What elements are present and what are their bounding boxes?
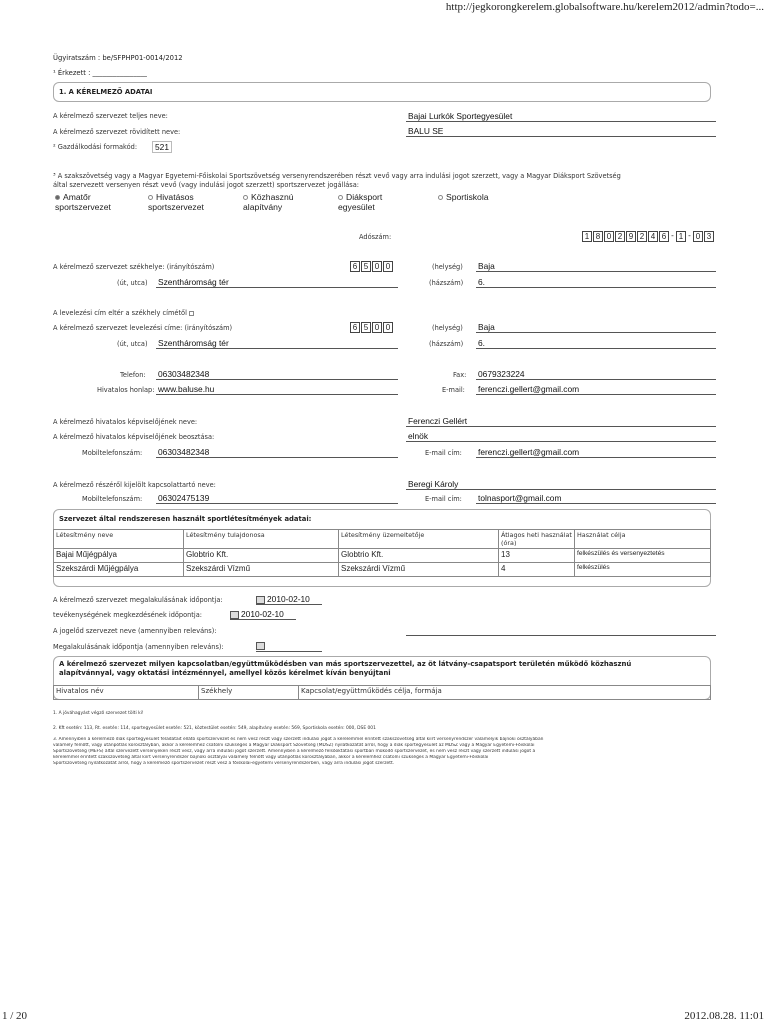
contact-email-field[interactable]: tolnasport@gmail.com: [476, 493, 716, 504]
mail-zip-field[interactable]: 6 5 0 0: [350, 322, 394, 333]
contact-email-label: E-mail cím:: [425, 495, 462, 503]
table-row: [54, 549, 711, 563]
table-header-cell: Átlagos heti használat (óra): [499, 530, 575, 549]
radio-icon[interactable]: [243, 195, 248, 200]
rep-email-label: E-mail cím:: [425, 449, 462, 457]
rep-title-label: A kérelmező hivatalos képviselőjének beosztása:: [53, 433, 215, 441]
radio-icon[interactable]: [338, 195, 343, 200]
rep-email-field[interactable]: ferenczi.gellert@gmail.com: [476, 447, 716, 458]
calendar-icon[interactable]: [230, 611, 239, 619]
facilities-table: [53, 529, 711, 577]
table-cell[interactable]: 13: [499, 549, 575, 563]
seat-label: A kérelmező szervezet székhelye: (irányítószám): [53, 263, 215, 271]
option-amator[interactable]: Amatőr sportszervezet: [55, 192, 111, 212]
table-row: [54, 563, 711, 577]
fax-field[interactable]: 0679323224: [476, 369, 716, 380]
option-kozhasznu[interactable]: Közhasznú alapítvány: [243, 192, 294, 212]
pred-founded-field[interactable]: [256, 641, 322, 652]
table-cell[interactable]: Szekszárdi Műjégpálya: [54, 563, 184, 577]
table-cell[interactable]: Bajai Műjégpálya: [54, 549, 184, 563]
calendar-icon[interactable]: [256, 596, 265, 604]
table-header-cell: Létesítmény tulajdonosa: [184, 530, 339, 549]
tax-number-field[interactable]: 1 8 0 2 9 2 4 6 - 1 - 0 3: [582, 231, 715, 242]
case-number: Ügyiratszám : be/SFPHP01-0014/2012: [53, 54, 183, 62]
mail-house-label: (házszám): [429, 340, 464, 348]
radio-icon[interactable]: [438, 195, 443, 200]
table-cell[interactable]: Szekszárdi Vízmű: [339, 563, 499, 577]
phone-field[interactable]: 06303482348: [156, 369, 398, 380]
short-name-label: A kérelmező szervezet rövidített neve:: [53, 128, 181, 136]
mail-label: A kérelmező szervezet levelezési címe: (irányítószám): [53, 324, 233, 332]
email-label: E-mail:: [442, 386, 465, 394]
page-number: 1 / 20: [2, 1010, 28, 1022]
seat-house-label: (házszám): [429, 279, 464, 287]
rep-name-field[interactable]: Ferenczi Gellért: [406, 416, 716, 427]
short-name-field[interactable]: BALU SE: [406, 126, 716, 137]
footnote-1: 1. A jóváhagyást végző szervezet tölti ki!: [53, 711, 144, 716]
full-name-label: A kérelmező szervezet teljes neve:: [53, 112, 168, 120]
seat-street-field[interactable]: Szentháromság tér: [156, 277, 398, 288]
rep-title-field[interactable]: elnök: [406, 431, 716, 442]
legal-status-text-1: ³ A szakszövetség vagy a Magyar Egyetemi-Főiskolai Sportszövetség versenyrendszerében részt vevő vagy arra indulási jogot szerzett, vagy a Magyar Diáksport Szövetség: [53, 172, 621, 180]
gfo-label: ² Gazdálkodási formakód:: [53, 143, 138, 151]
contact-mobile-label: Mobiltelefonszám:: [82, 495, 143, 503]
table-cell[interactable]: Szekszárdi Vízmű: [184, 563, 339, 577]
table-header-cell: Kapcsolat/együttműködés célja, formája: [299, 686, 711, 700]
founded-field[interactable]: 2010-02-10: [256, 594, 322, 605]
predecessor-field[interactable]: [406, 625, 716, 636]
option-hivatasos[interactable]: Hivatásos sportszervezet: [148, 192, 204, 212]
seat-street-label: (út, utca): [117, 279, 148, 287]
table-header-row: [54, 686, 711, 700]
legal-status-text-2: által szervezett versenyen részt vevő (vagy indulási jogot szerzett) sportszervezet jogállása:: [53, 181, 359, 189]
seat-house-field[interactable]: 6.: [476, 277, 716, 288]
seat-zip-field[interactable]: 6 5 0 0: [350, 261, 394, 272]
table-cell[interactable]: felkészülés és versenyeztetés: [575, 549, 711, 563]
rep-mobile-label: Mobiltelefonszám:: [82, 449, 143, 457]
gfo-field[interactable]: 521: [152, 141, 172, 153]
checkbox-icon[interactable]: [189, 311, 194, 316]
radio-selected-icon[interactable]: [55, 195, 60, 200]
fax-label: Fax:: [453, 371, 467, 379]
option-diaksport[interactable]: Diáksport egyesület: [338, 192, 383, 212]
table-cell[interactable]: felkészülés: [575, 563, 711, 577]
mail-house-field[interactable]: 6.: [476, 338, 716, 349]
seat-city-field[interactable]: Baja: [476, 261, 716, 272]
phone-label: Telefon:: [120, 371, 146, 379]
print-url: http://jegkorongkerelem.globalsoftware.hu/kerelem2012/admin?todo=...: [445, 1, 764, 13]
footnote-3: 3. Amennyiben a kérelmező diák sportegyesület feladatait ellátó sportszervezet és nem vesz részt vagy szerzett indulási jogot a kérelemmel érintett szakszövetség által kiírt versenyrendszer valamelyik bajnoki osztályában valamely felnőtt, vagy utánpótlás korosztályban, akkor a kérelemhez csatolni szükséges a Magyar Diáksport Szövetség (MDSZ) nyilatkozatát arról, hogy a diák sportegyesület az MDSZ vagy a Magyar Egyetemi-Főiskolai Sportszövetség (MEFS) által szervezett versenyeken részt vesz, vagy arra indulási jogot szerzett. Amennyiben a kérelmező felsőoktatási sportban működő sportszervezet, és nem vesz részt vagy szerzett indulási jogot a kérelemmel érintett szakszövetség által kiírt versenyrendszer bajnoki osztályai valamely felnőtt vagy utánpótlás korosztályában, akkor a kérelemhez csatolni szükséges a Magyar Egyetemi-Főiskolai Sportszövetség nyilatkozatát arról, hogy a kérelmező sportszervezet részt vesz a főiskolai-egyetemi versenyrendszerben, vagy arra indulási jogot szerzett.: [53, 737, 544, 766]
table-cell[interactable]: Globtrio Kft.: [184, 549, 339, 563]
table-header-cell: Létesítmény neve: [54, 530, 184, 549]
web-label: Hivatalos honlap:: [97, 386, 155, 394]
table-header-cell: Székhely: [199, 686, 299, 700]
contact-name-field[interactable]: Beregi Károly: [406, 479, 716, 490]
mail-city-label: (helység): [432, 324, 463, 332]
tax-label: Adószám:: [359, 233, 392, 241]
cooperation-title-1: A kérelmező szervezet milyen kapcsolatban/együttműködésben van más sportszervezettel, az öt látvány-csapatsport területén működő közhasznú: [59, 660, 632, 668]
cooperation-title-2: alapítvánnyal, vagy oktatási intézménnyel, amellyel közös kérelmet kíván benyújtani: [59, 669, 391, 677]
rep-mobile-field[interactable]: 06303482348: [156, 447, 398, 458]
calendar-icon[interactable]: [256, 642, 265, 650]
facilities-title: Szervezet által rendszeresen használt sportlétesítmények adatai:: [59, 515, 312, 523]
started-label: tevékenységének megkezdésének időpontja:: [53, 611, 202, 619]
mail-street-label: (út, utca): [117, 340, 148, 348]
table-header-row: [54, 530, 711, 549]
footnote-2: 2. Kft esetén: 113, Rt. esetén: 114, sportegyesület esetén: 521, köztestület esetén: 549, alapítvány esetén: 569, Sportiskola esetén: 000, DSE 001: [53, 726, 376, 731]
email-field[interactable]: ferenczi.gellert@gmail.com: [476, 384, 716, 395]
mail-differs-label: A levelezési cím eltér a székhely címétől: [53, 309, 194, 317]
radio-icon[interactable]: [148, 195, 153, 200]
cooperation-table: [53, 685, 711, 700]
table-header-cell: Létesítmény üzemeltetője: [339, 530, 499, 549]
founded-label: A kérelmező szervezet megalakulásának időpontja:: [53, 596, 223, 604]
web-field[interactable]: www.baluse.hu: [156, 384, 398, 395]
table-cell[interactable]: 4: [499, 563, 575, 577]
contact-label: A kérelmező részéről kijelölt kapcsolattartó neve:: [53, 481, 216, 489]
mail-street-field[interactable]: Szentháromság tér: [156, 338, 398, 349]
option-sportiskola[interactable]: Sportiskola: [438, 192, 489, 202]
pred-founded-label: Megalakulásának időpontja (amennyiben releváns):: [53, 643, 224, 651]
received-field: ¹ Érkezett : ________________: [53, 69, 147, 77]
started-field[interactable]: 2010-02-10: [230, 609, 296, 620]
table-header-cell: Használat célja: [575, 530, 711, 549]
table-header-cell: Hivatalos név: [54, 686, 199, 700]
seat-city-label: (helység): [432, 263, 463, 271]
print-datetime: 2012.08.28. 11:01: [684, 1010, 764, 1022]
rep-name-label: A kérelmező hivatalos képviselőjének neve:: [53, 418, 198, 426]
contact-mobile-field[interactable]: 06302475139: [156, 493, 398, 504]
full-name-field[interactable]: Bajai Lurkók Sportegyesület: [406, 111, 716, 122]
section-title-applicant: 1. A KÉRELMEZŐ ADATAI: [53, 82, 711, 102]
mail-city-field[interactable]: Baja: [476, 322, 716, 333]
predecessor-label: A jogelőd szervezet neve (amennyiben releváns):: [53, 627, 217, 635]
table-cell[interactable]: Globtrio Kft.: [339, 549, 499, 563]
